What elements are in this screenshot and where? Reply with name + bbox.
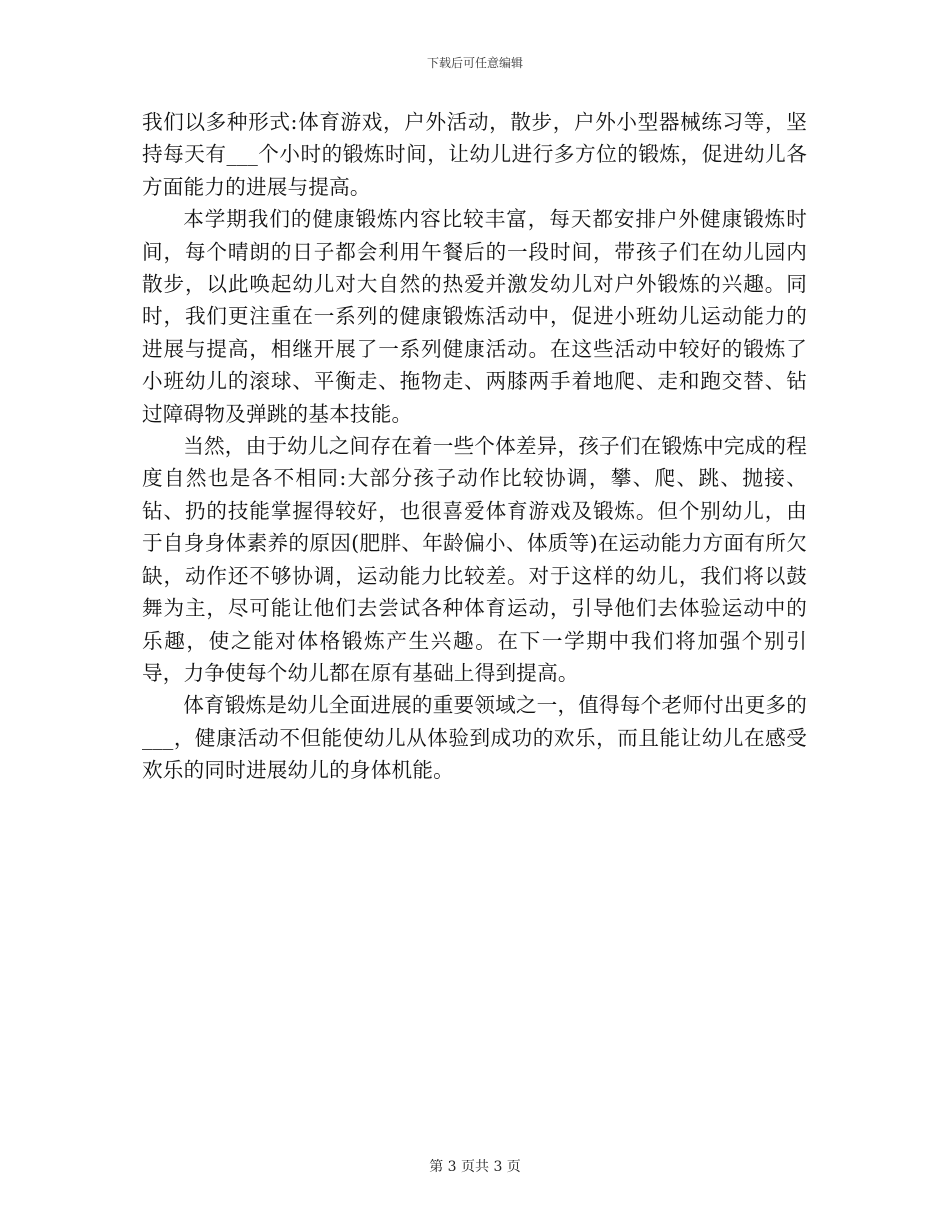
page-number: 第 3 页共 3 页 <box>429 1159 521 1175</box>
document-body <box>142 106 807 787</box>
page-header: 下载后可任意编辑 <box>426 56 523 70</box>
paragraph-conclusion: 体育锻炼是幼儿全面进展的重要领域之一，值得每个老师付出更多的___，健康活动不但能使幼儿从体验到成功的欢乐，而且能让幼儿在感受欢乐的同时进展幼儿的身体机能。 <box>142 693 807 783</box>
paragraph-health-content: 本学期我们的健康锻炼内容比较丰富，每天都安排户外健康锻炼时间，每个晴朗的日子都会利用午餐后的一段时间，带孩子们在幼儿园内散步，以此唤起幼儿对大自然的热爱并激发幼儿对户外锻炼的兴趣。同时，我们更注重在一系列的健康锻炼活动中，促进小班幼儿运动能力的进展与提高，相继开展了一系列健康活动。在这些活动中较好的锻炼了小班幼儿的滚球、平衡走、拖物走、两膝两手着地爬、走和跑交替、钻过障碍物及弹跳的基本技能。 <box>142 207 807 426</box>
paragraph-individual-differences: 当然，由于幼儿之间存在着一些个体差异，孩子们在锻炼中完成的程度自然也是各不相同:大部分孩子动作比较协调，攀、爬、跳、抛接、钻、扔的技能掌握得较好，也很喜爱体育游戏及锻炼。但个别幼儿，由于自身身体素养的原因(肥胖、年龄偏小、体质等)在运动能力方面有所欠缺，动作还不够协调，运动能力比较差。对于这样的幼儿，我们将以鼓舞为主，尽可能让他们去尝试各种体育运动，引导他们去体验运动中的乐趣，使之能对体格锻炼产生兴趣。在下一学期中我们将加强个别引导，力争使每个幼儿都在原有基础上得到提高。 <box>142 434 807 685</box>
paragraph-continuation: 我们以多种形式:体育游戏，户外活动，散步，户外小型器械练习等，坚持每天有___个小时的锻炼时间，让幼儿进行多方位的锻炼，促进幼儿各方面能力的进展与提高。 <box>142 110 807 199</box>
